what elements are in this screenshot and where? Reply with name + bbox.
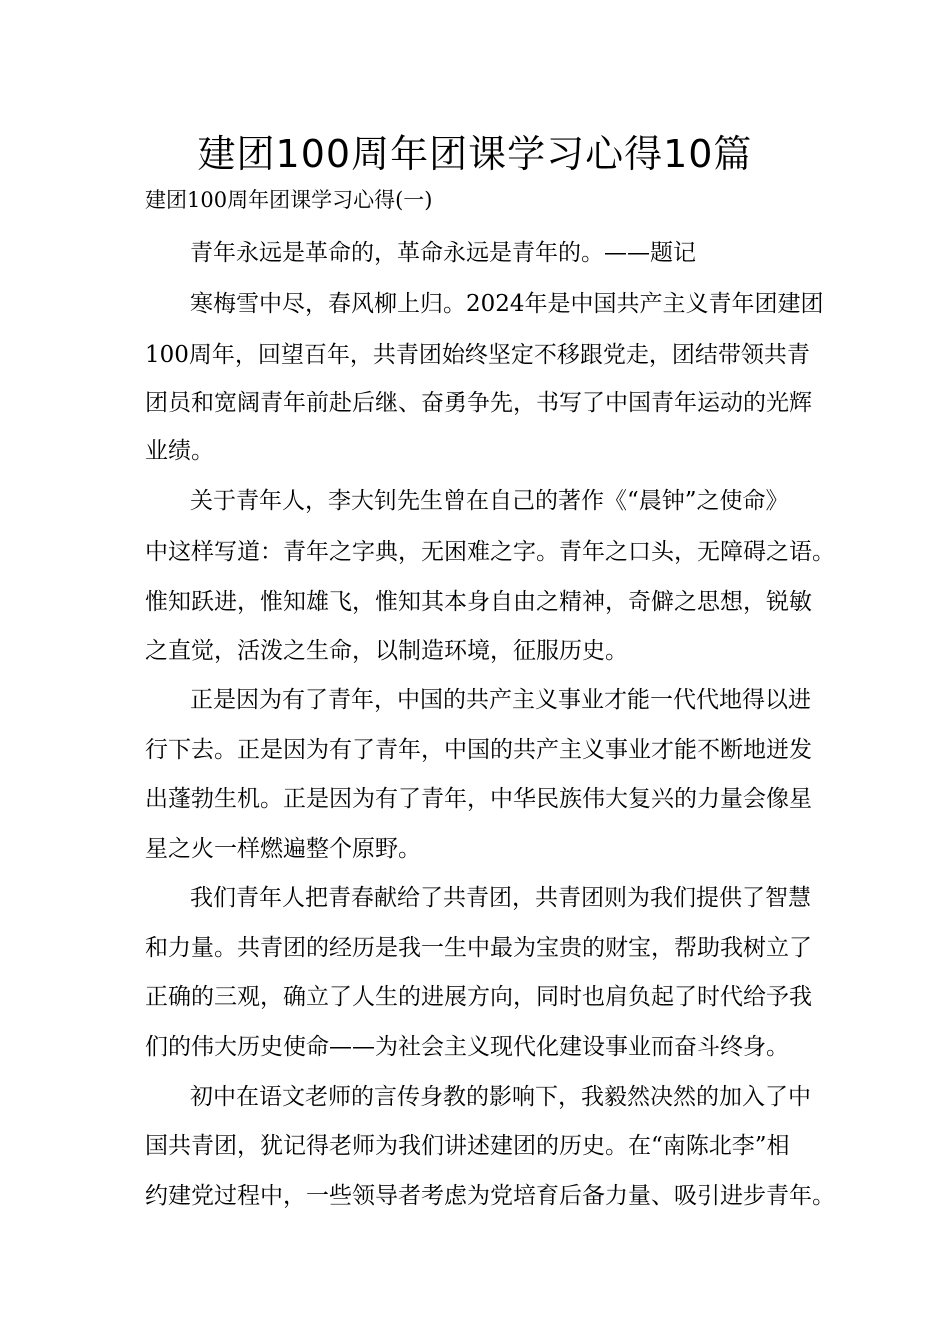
paragraph-line: 100周年，回望百年，共青团始终坚定不移跟党走，团结带领共青 (145, 342, 810, 368)
paragraph-line: 业绩。 (145, 438, 214, 464)
paragraph-line: 们的伟大历史使命——为社会主义现代化建设事业而奋斗终身。 (145, 1034, 789, 1060)
paragraph-line: 青年永远是革命的，革命永远是青年的。——题记 (190, 240, 696, 266)
paragraph-line: 之直觉，活泼之生命，以制造环境，征服历史。 (145, 638, 628, 664)
paragraph-line: 惟知跃进，惟知雄飞，惟知其本身自由之精神，奇僻之思想，锐敏 (145, 589, 812, 615)
paragraph-line: 星之火一样燃遍整个原野。 (145, 836, 421, 862)
paragraph-line: 正是因为有了青年，中国的共产主义事业才能一代代地得以进 (190, 687, 811, 713)
paragraph-line: 初中在语文老师的言传身教的影响下，我毅然决然的加入了中 (190, 1084, 811, 1110)
section-heading: 建团100周年团课学习心得(一) (145, 188, 433, 212)
paragraph-line: 和力量。共青团的经历是我一生中最为宝贵的财宝，帮助我树立了 (145, 935, 812, 961)
paragraph-line: 行下去。正是因为有了青年，中国的共产主义事业才能不断地迸发 (145, 737, 812, 763)
paragraph-line: 出蓬勃生机。正是因为有了青年，中华民族伟大复兴的力量会像星 (145, 786, 812, 812)
paragraph-line: 团员和宽阔青年前赴后继、奋勇争先，书写了中国青年运动的光辉 (145, 390, 812, 416)
paragraph-line: 国共青团，犹记得老师为我们讲述建团的历史。在“南陈北李”相 (145, 1133, 790, 1159)
paragraph-line: 约建党过程中，一些领导者考虑为党培育后备力量、吸引进步青年。 (145, 1183, 835, 1209)
document-title: 建团100周年团课学习心得10篇 (197, 132, 753, 176)
paragraph-line: 我们青年人把青春献给了共青团，共青团则为我们提供了智慧 (190, 885, 811, 911)
paragraph-line: 中这样写道：青年之字典，无困难之字。青年之口头，无障碍之语。 (145, 539, 835, 565)
paragraph-line: 正确的三观，确立了人生的进展方向，同时也肩负起了时代给予我 (145, 984, 812, 1010)
paragraph-line: 关于青年人，李大钊先生曾在自己的著作《“晨钟”之使命》 (190, 488, 789, 514)
paragraph-line: 寒梅雪中尽，春风柳上归。2024年是中国共产主义青年团建团 (190, 291, 824, 317)
